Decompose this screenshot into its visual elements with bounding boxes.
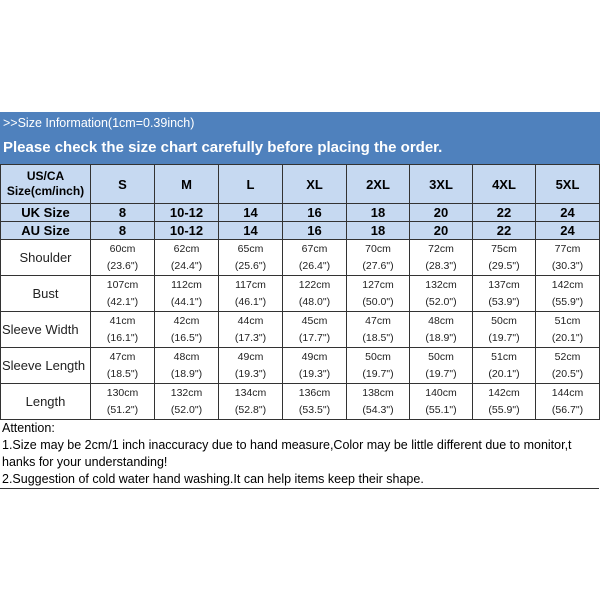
uk-size-row xyxy=(1,204,600,222)
au-size-cell: 16 xyxy=(283,222,347,240)
cm-value: 48cm xyxy=(428,314,454,327)
measurement-cell xyxy=(155,312,219,348)
cm-value: 137cm xyxy=(488,278,520,291)
measurement-cell xyxy=(347,240,410,276)
inch-value: (29.5") xyxy=(488,259,520,272)
size-header: S xyxy=(91,165,155,204)
size-header: M xyxy=(155,165,219,204)
measurement-cell xyxy=(410,348,473,384)
cm-value: 77cm xyxy=(554,242,581,255)
measurement-cell xyxy=(155,240,219,276)
size-header: XL xyxy=(283,165,347,204)
cm-value: 45cm xyxy=(301,314,328,327)
size-table xyxy=(0,164,600,420)
inch-value: (25.6") xyxy=(234,259,267,272)
inch-value: (55.9") xyxy=(551,295,584,308)
measurement-row xyxy=(1,276,600,312)
inch-value: (55.9") xyxy=(488,403,520,416)
size-header: L xyxy=(219,165,283,204)
cm-value: 70cm xyxy=(365,242,391,255)
measurement-cell xyxy=(347,348,410,384)
measurement-cell xyxy=(347,276,410,312)
measurement-cell xyxy=(91,312,155,348)
au-size-cell: 24 xyxy=(536,222,600,240)
cm-value: 52cm xyxy=(554,350,581,363)
inch-value: (44.1") xyxy=(170,295,203,308)
measurement-cell xyxy=(347,312,410,348)
inch-value: (55.1") xyxy=(425,403,457,416)
cm-value: 142cm xyxy=(551,278,584,291)
measurement-cell xyxy=(473,276,536,312)
cm-value: 67cm xyxy=(301,242,328,255)
measurement-cell xyxy=(283,240,347,276)
measurement-cell xyxy=(410,240,473,276)
au-size-row xyxy=(1,222,600,240)
measurement-cell xyxy=(219,348,283,384)
attention-notes xyxy=(0,420,599,489)
cm-value: 130cm xyxy=(106,386,139,399)
measurement-cell xyxy=(283,384,347,420)
cm-value: 51cm xyxy=(491,350,517,363)
cm-value: 42cm xyxy=(173,314,200,327)
size-header: 3XL xyxy=(410,165,473,204)
measurement-cell xyxy=(283,348,347,384)
size-notice: Please check the size chart carefully before placing the order. xyxy=(3,139,443,156)
inch-value: (18.5") xyxy=(106,367,139,380)
inch-value: (19.3") xyxy=(298,367,331,380)
cm-value: 134cm xyxy=(234,386,267,399)
size-header: 5XL xyxy=(536,165,600,204)
inch-value: (52.0") xyxy=(170,403,203,416)
cm-value: 132cm xyxy=(170,386,203,399)
measurement-cell xyxy=(283,312,347,348)
measurement-label: Sleeve Length xyxy=(1,348,91,384)
inch-value: (53.5") xyxy=(298,403,331,416)
measurement-cell xyxy=(155,384,219,420)
cm-value: 72cm xyxy=(428,242,454,255)
cm-value: 44cm xyxy=(237,314,264,327)
cm-value: 107cm xyxy=(106,278,139,291)
measurement-row xyxy=(1,384,600,420)
cm-value: 50cm xyxy=(491,314,517,327)
inch-value: (46.1") xyxy=(234,295,267,308)
cm-value: 65cm xyxy=(237,242,264,255)
cm-value: 49cm xyxy=(301,350,328,363)
cm-value: 138cm xyxy=(362,386,394,399)
us-size-row xyxy=(1,165,600,204)
inch-value: (20.1") xyxy=(551,331,584,344)
uk-size-cell: 16 xyxy=(283,204,347,222)
corner-label-line1: US/CA xyxy=(26,169,65,183)
measurement-cell xyxy=(219,276,283,312)
measurement-cell xyxy=(473,240,536,276)
size-header: 4XL xyxy=(473,165,536,204)
cm-value: 62cm xyxy=(173,242,200,255)
measurement-cell xyxy=(347,384,410,420)
cm-value: 122cm xyxy=(298,278,331,291)
attention-line-3: 2.Suggestion of cold water hand washing.It can help items keep their shape. xyxy=(2,472,424,486)
measurement-cell xyxy=(219,240,283,276)
cm-value: 117cm xyxy=(235,278,266,291)
cm-value: 50cm xyxy=(428,350,454,363)
uk-size-cell: 18 xyxy=(347,204,410,222)
cm-value: 51cm xyxy=(554,314,581,327)
measurement-cell xyxy=(91,348,155,384)
cm-value: 47cm xyxy=(365,314,391,327)
inch-value: (52.0") xyxy=(425,295,457,308)
measurement-cell xyxy=(536,312,600,348)
size-header: 2XL xyxy=(347,165,410,204)
measurement-cell xyxy=(410,276,473,312)
size-info-banner xyxy=(0,112,600,164)
inch-value: (51.2") xyxy=(106,403,139,416)
cm-value: 112cm xyxy=(171,278,202,291)
au-size-cell: 14 xyxy=(219,222,283,240)
measurement-label: Shoulder xyxy=(1,240,91,276)
uk-size-cell: 14 xyxy=(219,204,283,222)
inch-value: (17.3") xyxy=(234,331,267,344)
cm-value: 47cm xyxy=(109,350,136,363)
inch-value: (24.4") xyxy=(170,259,203,272)
inch-value: (50.0") xyxy=(362,295,394,308)
attention-title: Attention: xyxy=(2,421,55,435)
measurement-label: Length xyxy=(1,384,91,420)
inch-value: (54.3") xyxy=(362,403,394,416)
measurement-cell xyxy=(91,384,155,420)
au-size-label: AU Size xyxy=(1,222,91,240)
attention-line-1: 1.Size may be 2cm/1 inch inaccuracy due to hand measure,Color may be little different due to monitor,t xyxy=(2,438,572,452)
measurement-label: Bust xyxy=(1,276,91,312)
inch-value: (19.7") xyxy=(488,331,520,344)
measurement-cell xyxy=(219,384,283,420)
uk-size-cell: 20 xyxy=(410,204,473,222)
cm-value: 60cm xyxy=(109,242,136,255)
cm-value: 136cm xyxy=(298,386,331,399)
size-chart xyxy=(0,112,600,489)
measurement-cell xyxy=(155,348,219,384)
inch-value: (27.6") xyxy=(362,259,394,272)
inch-value: (18.9") xyxy=(425,331,457,344)
measurement-row xyxy=(1,348,600,384)
cm-value: 49cm xyxy=(237,350,264,363)
inch-value: (28.3") xyxy=(425,259,457,272)
cm-value: 140cm xyxy=(425,386,457,399)
cm-value: 48cm xyxy=(173,350,200,363)
measurement-cell xyxy=(283,276,347,312)
inch-value: (18.9") xyxy=(170,367,203,380)
measurement-row xyxy=(1,240,600,276)
inch-value: (30.3") xyxy=(551,259,584,272)
cm-value: 50cm xyxy=(365,350,391,363)
attention-line-2: hanks for your understanding! xyxy=(2,455,168,469)
measurement-cell xyxy=(155,276,219,312)
uk-size-cell: 22 xyxy=(473,204,536,222)
cm-value: 41cm xyxy=(109,314,136,327)
measurement-cell xyxy=(536,348,600,384)
au-size-cell: 8 xyxy=(91,222,155,240)
uk-size-label: UK Size xyxy=(1,204,91,222)
uk-size-cell: 8 xyxy=(91,204,155,222)
inch-value: (18.5") xyxy=(362,331,394,344)
corner-label-line2: Size(cm/inch) xyxy=(6,184,85,198)
au-size-cell: 20 xyxy=(410,222,473,240)
measurement-cell xyxy=(410,312,473,348)
au-size-cell: 10-12 xyxy=(155,222,219,240)
inch-value: (42.1") xyxy=(106,295,139,308)
inch-value: (16.1") xyxy=(106,331,139,344)
uk-size-cell: 24 xyxy=(536,204,600,222)
measurement-cell xyxy=(219,312,283,348)
inch-value: (16.5") xyxy=(170,331,203,344)
uk-size-cell: 10-12 xyxy=(155,204,219,222)
measurement-cell xyxy=(473,348,536,384)
au-size-cell: 22 xyxy=(473,222,536,240)
measurement-cell xyxy=(91,276,155,312)
measurement-cell xyxy=(536,384,600,420)
cm-value: 132cm xyxy=(425,278,457,291)
measurement-cell xyxy=(473,312,536,348)
measurement-cell xyxy=(473,384,536,420)
cm-value: 75cm xyxy=(491,242,517,255)
cm-value: 144cm xyxy=(551,386,584,399)
measurement-row xyxy=(1,312,600,348)
measurement-cell xyxy=(410,384,473,420)
measurement-cell xyxy=(536,276,600,312)
inch-value: (26.4") xyxy=(298,259,331,272)
measurement-label: Sleeve Width xyxy=(1,312,91,348)
inch-value: (23.6") xyxy=(106,259,139,272)
inch-value: (20.5") xyxy=(551,367,584,380)
measurement-cell xyxy=(536,240,600,276)
inch-value: (19.7") xyxy=(425,367,457,380)
inch-value: (19.3") xyxy=(234,367,267,380)
inch-value: (48.0") xyxy=(298,295,331,308)
inch-value: (20.1") xyxy=(488,367,520,380)
inch-value: (56.7") xyxy=(551,403,584,416)
corner-label xyxy=(1,165,91,204)
inch-value: (52.8") xyxy=(234,403,267,416)
cm-value: 127cm xyxy=(362,278,394,291)
inch-value: (17.7") xyxy=(298,331,331,344)
inch-value: (53.9") xyxy=(488,295,520,308)
size-info-title: >>Size Information(1cm=0.39inch) xyxy=(3,116,195,130)
inch-value: (19.7") xyxy=(362,367,394,380)
measurement-cell xyxy=(91,240,155,276)
au-size-cell: 18 xyxy=(347,222,410,240)
cm-value: 142cm xyxy=(488,386,520,399)
